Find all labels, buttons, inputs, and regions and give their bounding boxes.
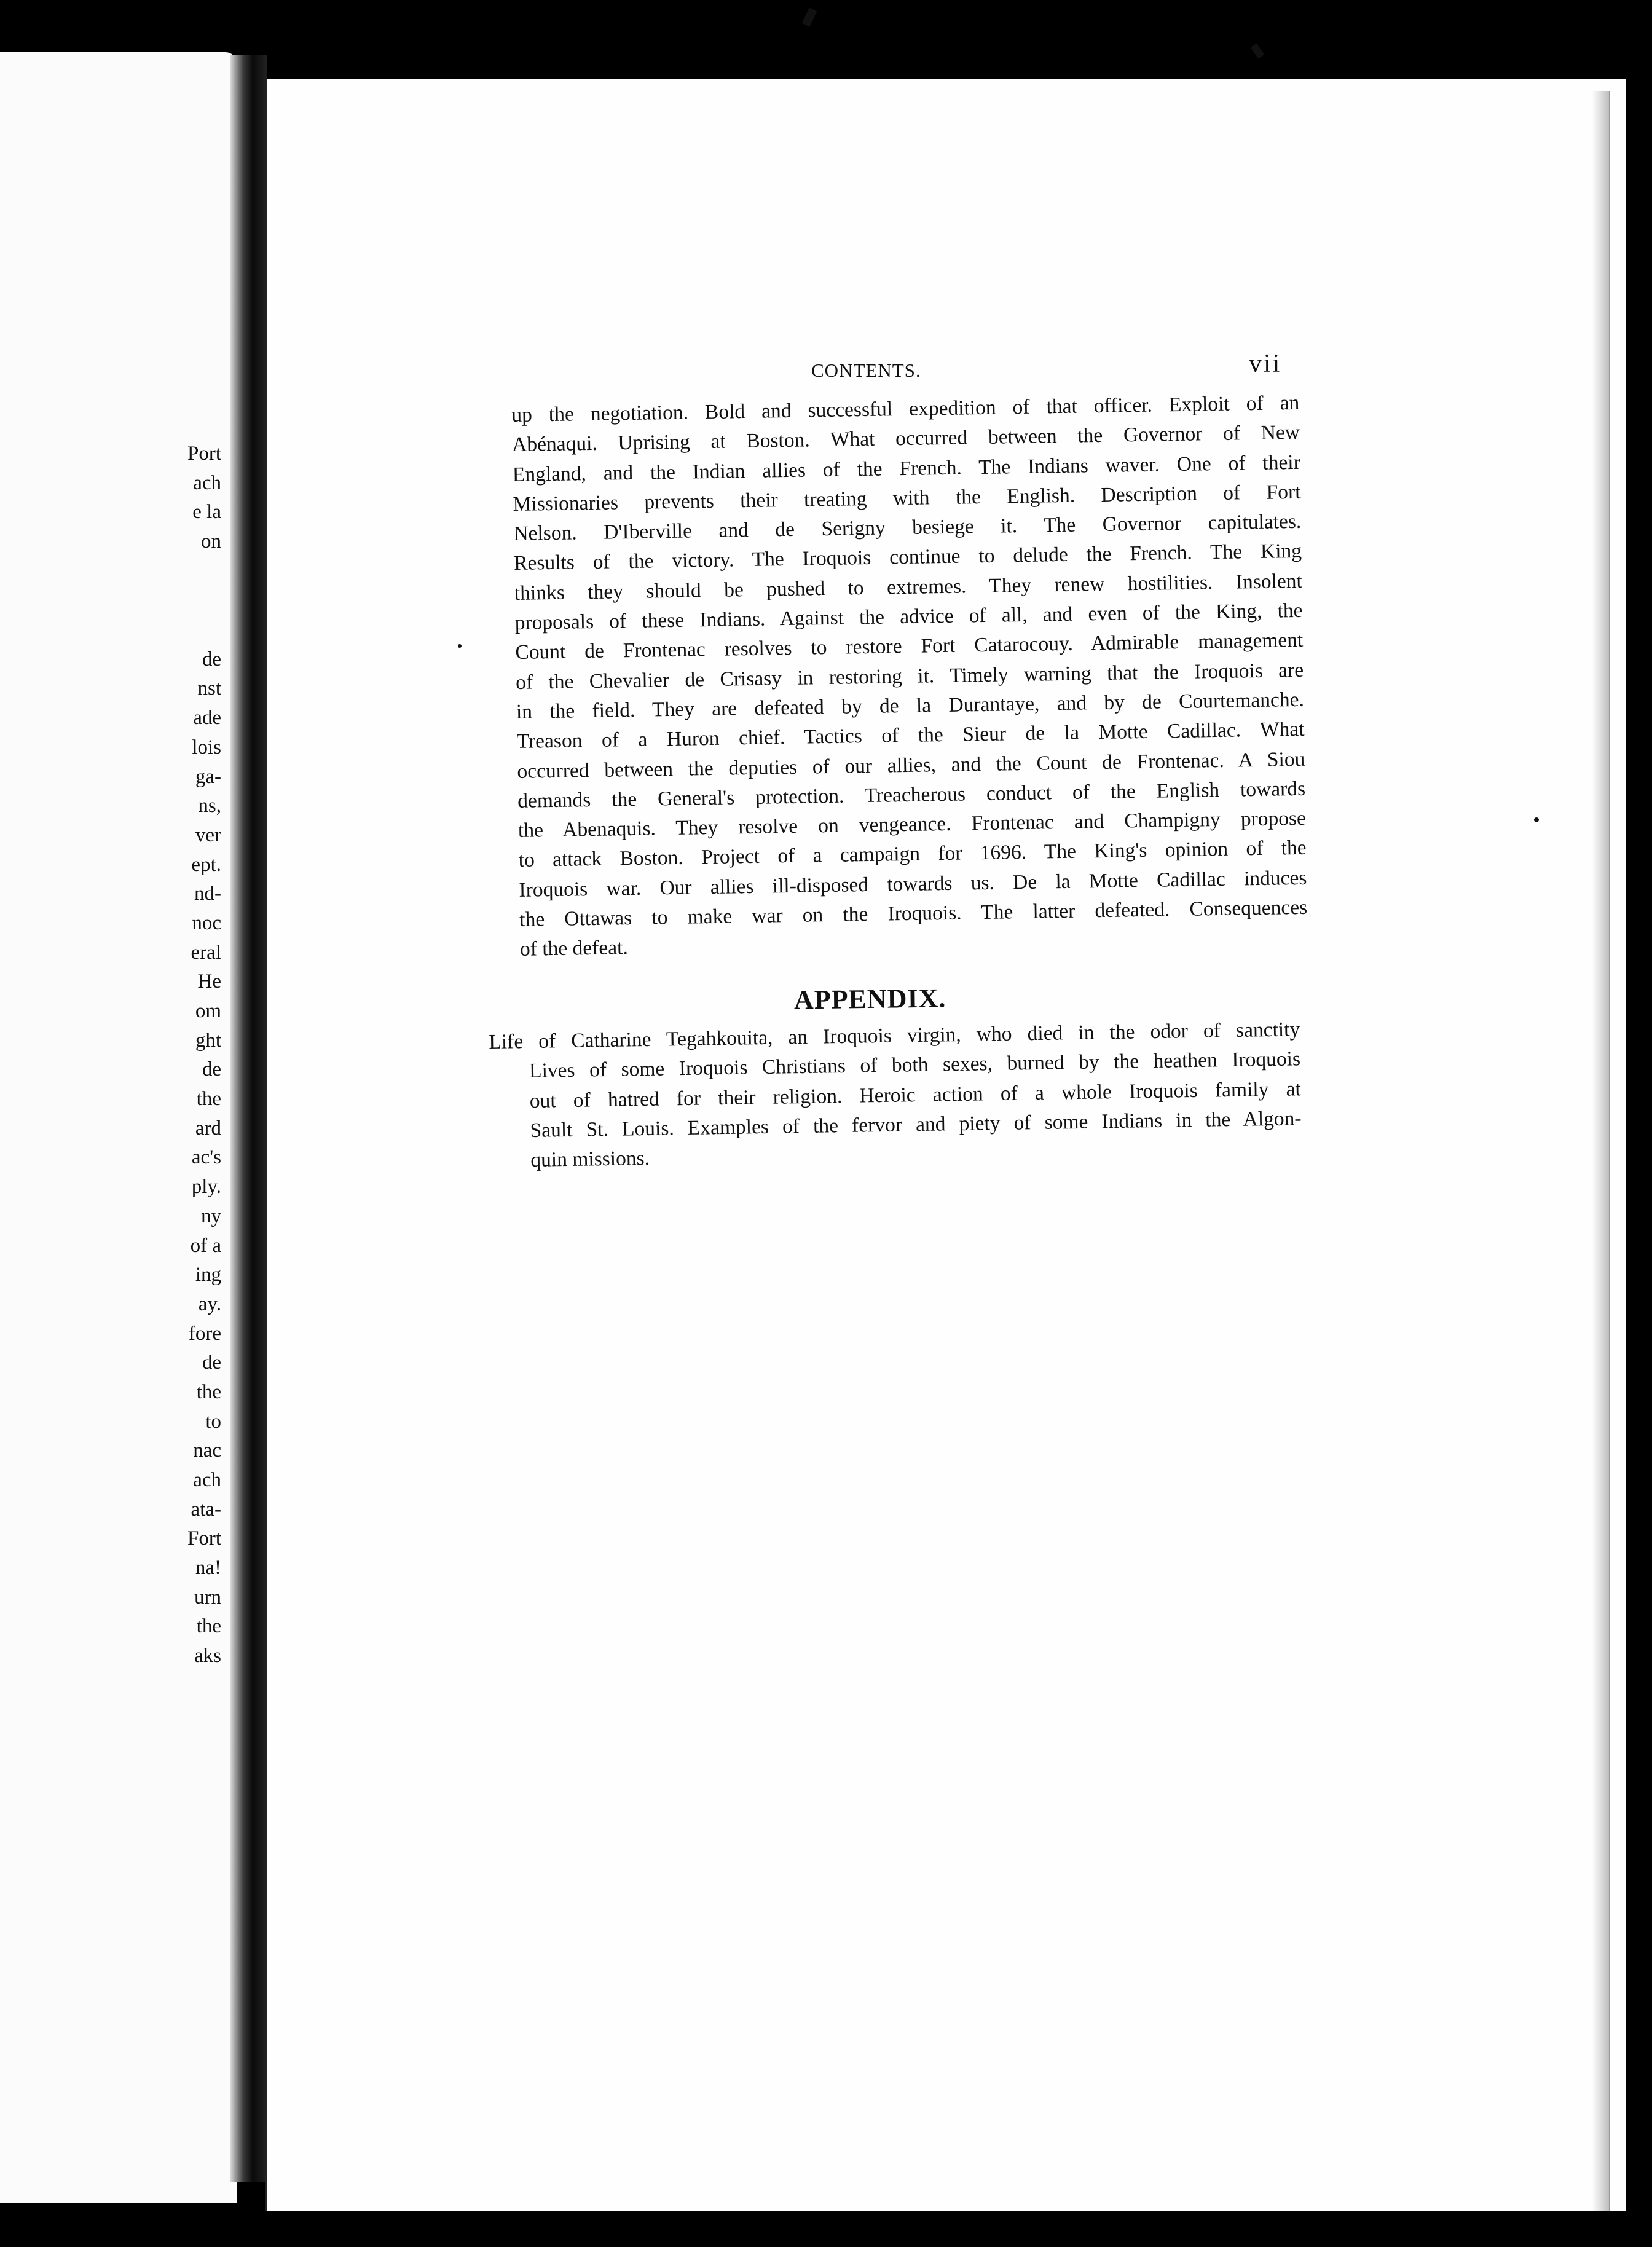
text-line: demands the General's protection. Treacherous conduct of the English towards [517,777,1306,813]
text-line: Missionaries prevents their treating with the English. Description of Fort [513,480,1301,516]
text-line: the Ottawas to make war on the Iroquois. The latter defeated. Consequences [519,895,1308,931]
left-fragment-line: ach [193,1469,221,1491]
left-fragment-line: ade [193,707,221,730]
left-fragment-line: na! [195,1557,221,1580]
left-fragment-line: nd- [194,883,221,905]
text-line: occurred between the deputies of our allies, and the Count de Frontenac. A Siou [517,747,1305,783]
left-fragment-line: lois [192,736,221,758]
appendix-line: quin missions. [530,1147,650,1172]
left-page [0,52,237,2203]
text-line: thinks they should be pushed to extremes. They renew hostilities. Insolent [514,569,1303,605]
appendix-line: Life of Catharine Tegahkouita, an Iroquois virgin, who died in the odor of sanctity [489,1018,1300,1053]
contents-paragraph [511,388,1308,965]
left-fragment-line: ept. [191,853,221,876]
text-line: Abénaqui. Uprising at Boston. What occurred between the Governor of New [511,421,1300,457]
left-fragment-line: nst [197,677,221,700]
running-header: CONTENTS. [811,360,921,381]
left-fragment-line: ay. [198,1293,221,1315]
left-fragment-line: ga- [195,765,221,788]
text-line: the Abenaquis. They resolve on vengeance. Frontenac and Champigny propose [517,806,1307,843]
appendix-heading: APPENDIX. [793,983,946,1015]
book-gutter-shadow [230,55,267,2182]
left-fragment-line: ing [195,1264,221,1286]
left-fragment-line: ny [201,1205,221,1227]
left-fragment-line: ns, [198,795,221,817]
text-line: to attack Boston. Project of a campaign for 1696. The King's opinion of the [518,836,1307,872]
left-fragment-line: on [201,530,221,553]
left-fragment-line: He [197,970,221,993]
scan-speck [458,644,462,648]
scan-speck [1251,44,1264,59]
left-fragment-line: to [205,1410,221,1433]
text-line: Nelson. D'Iberville and de Serigny besiege it. The Governor capitulates. [513,510,1302,546]
left-fragment-line: nac [193,1439,221,1462]
left-fragment-line: ver [195,824,221,846]
left-fragment-line: de [202,1352,221,1374]
text-line: of the defeat. [519,936,629,961]
appendix-paragraph [489,1015,1302,1176]
text-line: proposals of these Indians. Against the advice of all, and even of the King, the [514,599,1303,635]
appendix-line: out of hatred for their religion. Heroic action of a whole Iroquois family at [529,1077,1302,1112]
scan-speck [802,7,817,26]
text-line: England, and the Indian allies of the French. The Indians waver. One of their [512,451,1301,486]
left-fragment-line: the [196,1088,221,1111]
scan-speck [1534,817,1539,822]
text-line: of the Chevalier de Crisasy in restoring it. Timely warning that the Iroquois are [515,658,1304,694]
left-fragment-line: aks [194,1645,221,1667]
left-fragment-line: de [202,648,221,671]
text-line: Iroquois war. Our allies ill-disposed towards us. De la Motte Cadillac induces [519,866,1307,902]
text-line: Treason of a Huron chief. Tactics of the Sieur de la Motte Cadillac. What [516,718,1305,754]
left-fragment-line: the [196,1615,221,1638]
left-fragment-line: noc [192,911,221,934]
left-fragment-line: fore [188,1322,221,1345]
left-fragment-line: ata- [191,1498,221,1521]
left-fragment-line: om [195,1000,221,1022]
left-fragment-line: de [202,1058,221,1081]
text-line: up the negotiation. Bold and successful expedition of that officer. Exploit of an [511,391,1300,427]
left-fragment-line: ght [195,1029,221,1052]
left-fragment-gap [0,557,221,645]
left-fragment-line: eral [191,941,221,964]
page-number: vii [1249,350,1282,378]
left-fragment-line: e la [192,501,221,524]
left-fragment-line: Port [187,443,221,465]
left-fragment-line: Fort [187,1527,221,1550]
page-edge [1592,91,1610,2211]
appendix-line: Sault St. Louis. Examples of the fervor and piety of some Indians in the Algon- [530,1107,1302,1142]
text-line: Count de Frontenac resolves to restore Fort Catarocouy. Admirable management [515,629,1304,664]
left-fragment-line: of a [190,1234,221,1257]
left-fragment-line: ard [195,1117,221,1139]
left-fragment-line: ac's [191,1146,221,1169]
left-fragment-line: urn [194,1586,221,1608]
left-fragment-line: ply. [191,1176,221,1198]
appendix-line: Lives of some Iroquois Christians of both sexes, burned by the heathen Iroquois [529,1047,1301,1083]
left-page-text-fragments [0,439,221,1671]
text-line: Results of the victory. The Iroquois continue to delude the French. The King [513,540,1302,575]
text-line: in the field. They are defeated by de la Durantaye, and by de Courtemanche. [516,688,1305,723]
left-fragment-line: the [196,1380,221,1403]
left-fragment-line: ach [193,471,221,494]
